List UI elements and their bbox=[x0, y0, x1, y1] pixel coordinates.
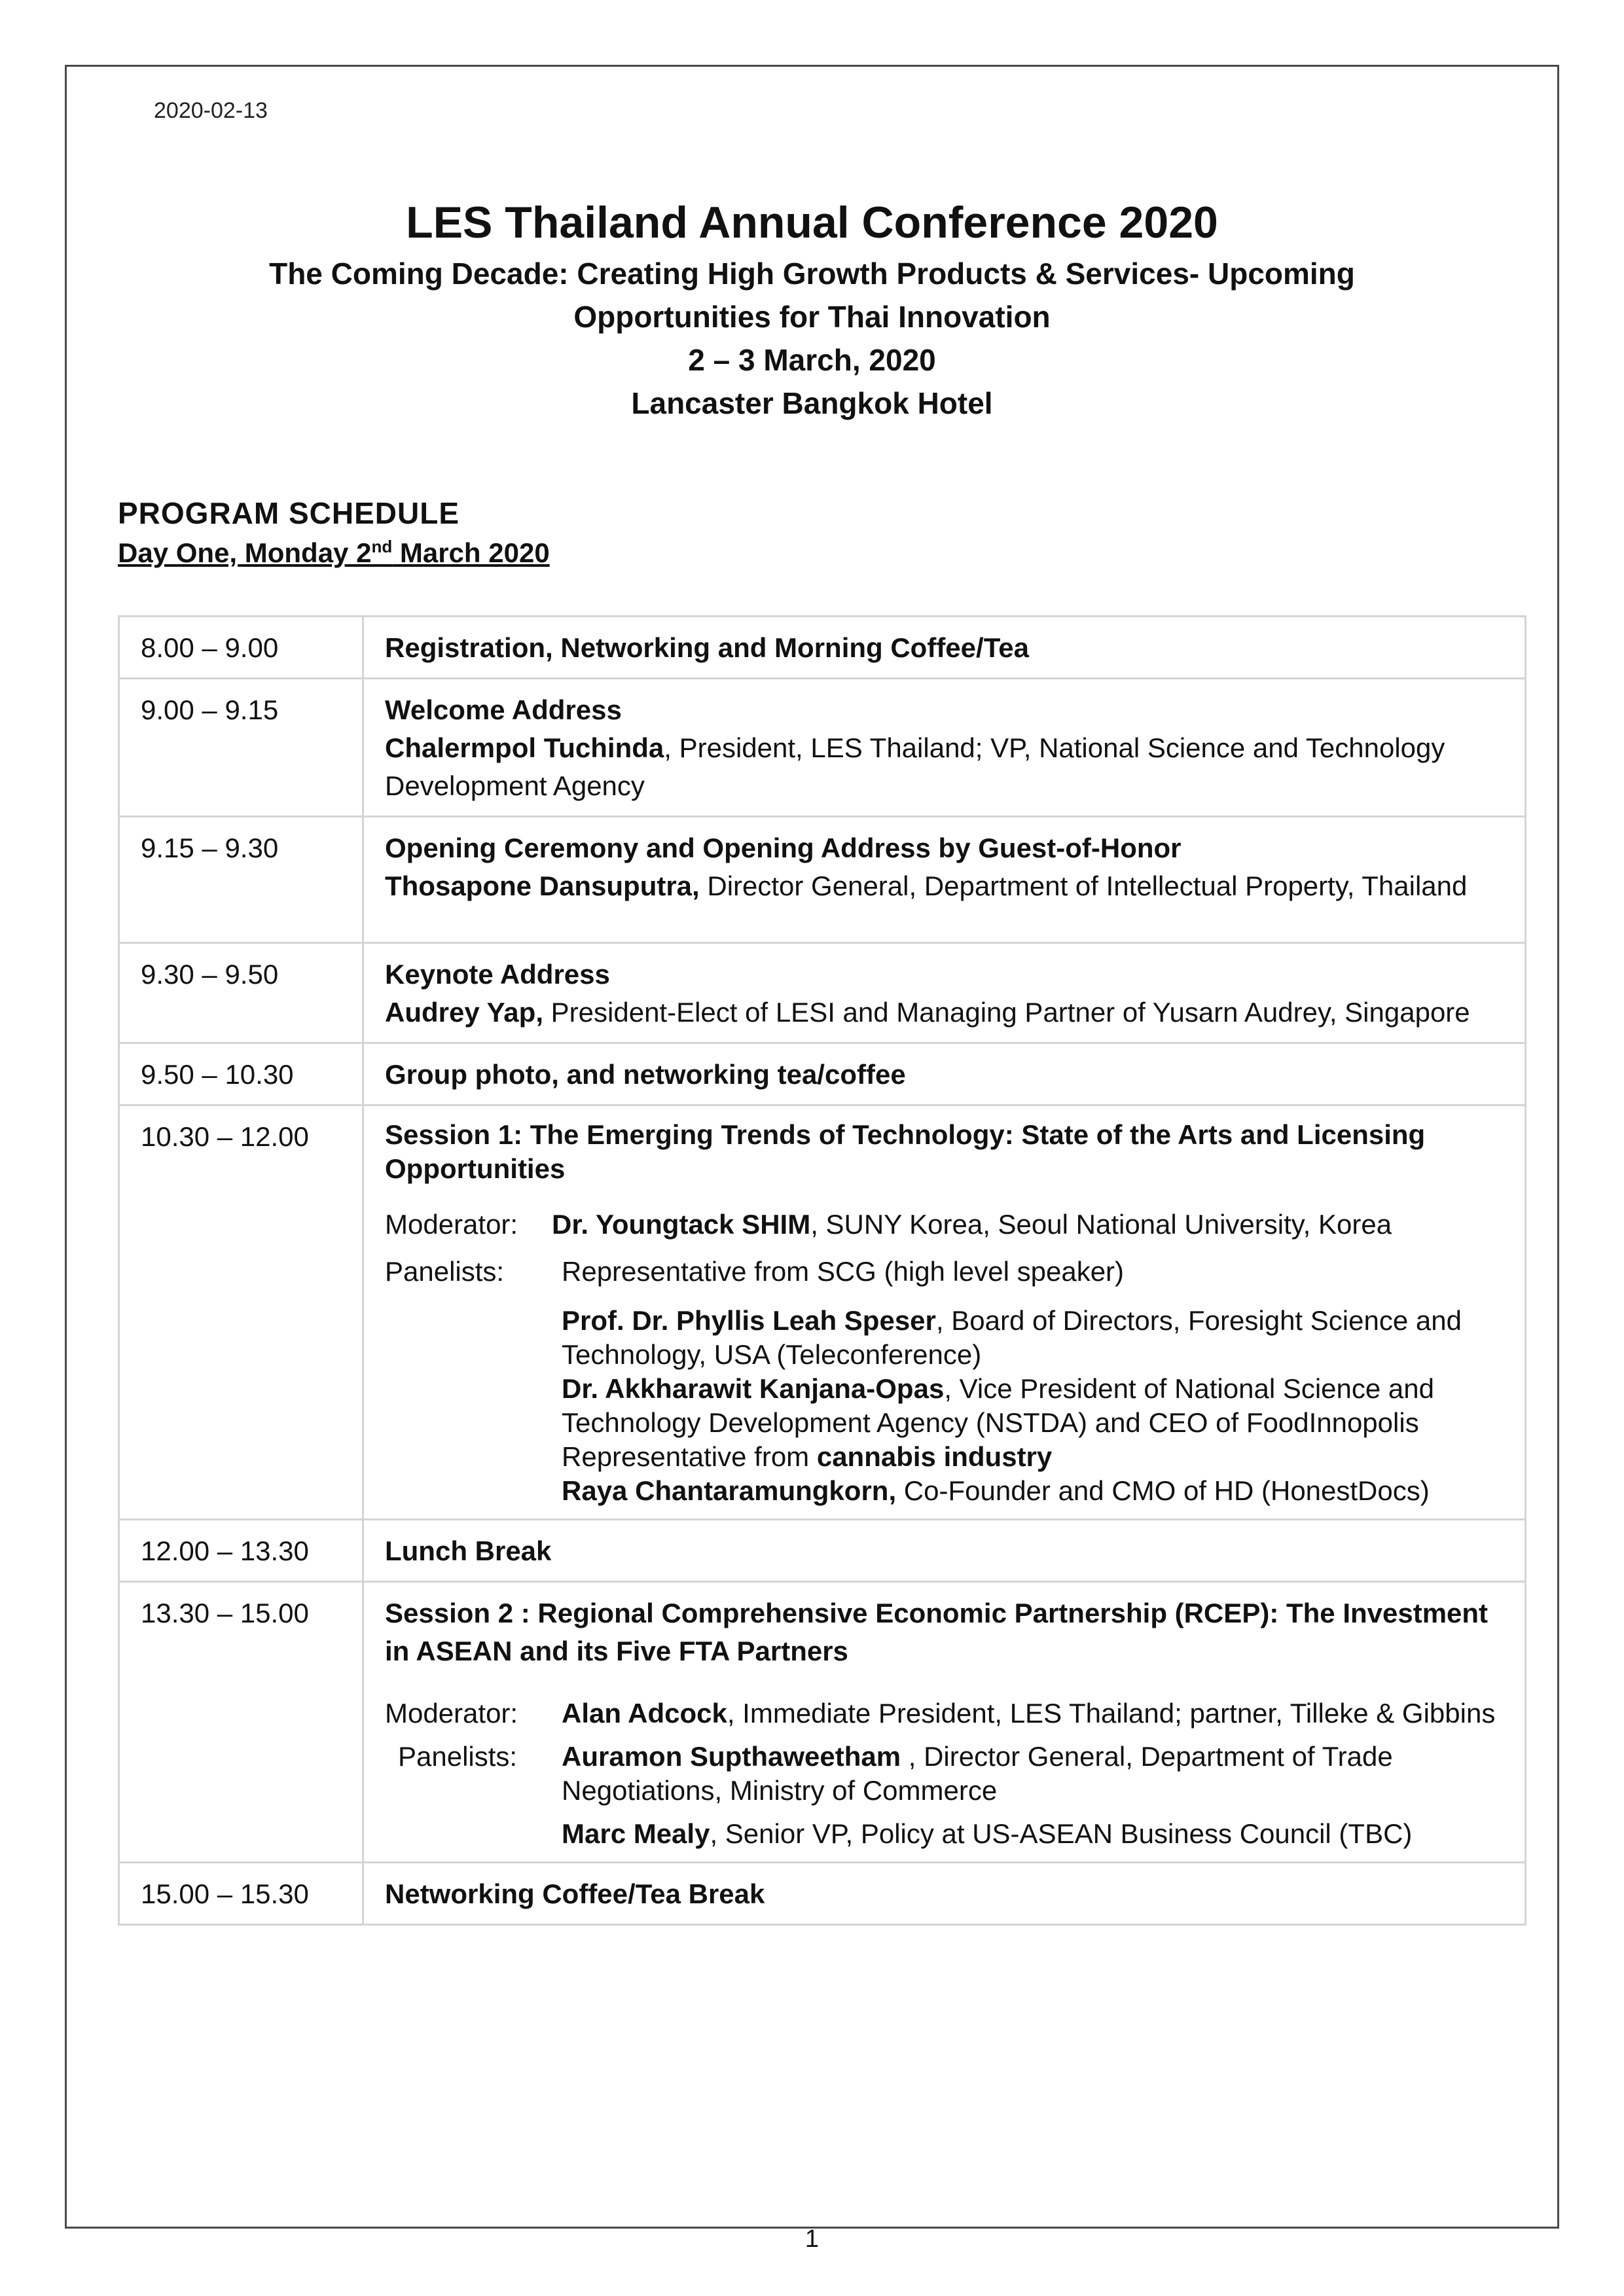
schedule-row bbox=[119, 617, 1526, 679]
schedule-row bbox=[119, 1043, 1526, 1105]
time-slot: 9.15 – 9.30 bbox=[119, 817, 363, 943]
time-slot: 12.00 – 13.30 bbox=[119, 1520, 363, 1582]
panelist-detail: , Vice President of National Science and Technology Development Agency (NSTDA) and CEO of FoodInnopolis bbox=[562, 1373, 1434, 1438]
panelists-label: Panelists: bbox=[398, 1741, 518, 1772]
schedule-row bbox=[119, 679, 1526, 817]
panelist-name: Raya Chantaramungkorn, bbox=[562, 1475, 897, 1506]
agenda-item bbox=[363, 1520, 1526, 1582]
moderator-label: Moderator: bbox=[385, 1209, 518, 1240]
moderator-detail: , SUNY Korea, Seoul National University, Korea bbox=[810, 1209, 1392, 1240]
panelist-detail: , Director General, Department of Trade Negotiations, Ministry of Commerce bbox=[562, 1741, 1393, 1806]
agenda-title: Keynote Address bbox=[385, 959, 610, 990]
moderator-label: Moderator: bbox=[385, 1698, 518, 1729]
agenda-item bbox=[363, 817, 1526, 943]
speaker-name: Thosapone Dansuputra, bbox=[385, 870, 700, 901]
agenda-item bbox=[363, 1105, 1526, 1520]
agenda-title: Networking Coffee/Tea Break bbox=[385, 1878, 765, 1909]
time-slot: 9.50 – 10.30 bbox=[119, 1043, 363, 1105]
moderator-info bbox=[562, 1696, 1506, 1731]
day-heading-month: March 2020 bbox=[392, 537, 550, 568]
panelist-entry bbox=[562, 1304, 1506, 1372]
day-heading bbox=[118, 537, 550, 569]
agenda-title: Lunch Break bbox=[385, 1535, 552, 1566]
panelist-list bbox=[562, 1817, 1506, 1851]
panelist-entry bbox=[562, 1740, 1506, 1808]
conference-dates: 2 – 3 March, 2020 bbox=[688, 343, 936, 377]
speaker-line bbox=[385, 867, 1506, 905]
panelists-label: Panelists: bbox=[385, 1256, 505, 1287]
speaker-name: Audrey Yap, bbox=[385, 997, 543, 1028]
speaker-line bbox=[385, 729, 1506, 805]
panelists-line bbox=[385, 1253, 1506, 1291]
conference-venue: Lancaster Bangkok Hotel bbox=[631, 386, 993, 420]
panelist-entry bbox=[562, 1474, 1506, 1508]
schedule-row bbox=[119, 1520, 1526, 1582]
agenda-item bbox=[363, 617, 1526, 679]
agenda-item bbox=[363, 1863, 1526, 1925]
panelist-prefix: Representative from bbox=[562, 1441, 817, 1472]
conference-subtitle-line: The Coming Decade: Creating High Growth Products & Services- Upcoming bbox=[269, 257, 1355, 291]
agenda-item bbox=[363, 679, 1526, 817]
schedule-row bbox=[119, 1863, 1526, 1925]
agenda-item bbox=[363, 1043, 1526, 1105]
panelist-entry: Representative from SCG (high level speaker) bbox=[562, 1256, 1125, 1287]
session-title: Session 2 : Regional Comprehensive Economic Partnership (RCEP): The Investment in ASEAN and its Five FTA Partners bbox=[385, 1598, 1489, 1666]
panelist-name: Dr. Akkharawit Kanjana-Opas bbox=[562, 1373, 945, 1404]
time-slot: 9.00 – 9.15 bbox=[119, 679, 363, 817]
panelist-entry bbox=[562, 1372, 1506, 1440]
panelist-name: Marc Mealy bbox=[562, 1818, 710, 1849]
conference-header bbox=[65, 193, 1559, 425]
moderator-detail: , Immediate President, LES Thailand; partner, Tilleke & Gibbins bbox=[727, 1698, 1496, 1729]
agenda-item bbox=[363, 943, 1526, 1043]
day-heading-ordinal: nd bbox=[371, 537, 393, 556]
agenda-item bbox=[363, 1582, 1526, 1863]
schedule-row bbox=[119, 1105, 1526, 1520]
time-slot: 9.30 – 9.50 bbox=[119, 943, 363, 1043]
panelists-line bbox=[385, 1740, 1506, 1808]
speaker-name: Chalermpol Tuchinda bbox=[385, 732, 664, 763]
conference-subtitle-line: Opportunities for Thai Innovation bbox=[573, 300, 1051, 334]
panelist-name: Prof. Dr. Phyllis Leah Speser bbox=[562, 1305, 936, 1336]
moderator-line bbox=[385, 1696, 1506, 1731]
schedule-row bbox=[119, 943, 1526, 1043]
schedule-row bbox=[119, 817, 1526, 943]
moderator-name: Dr. Youngtack SHIM bbox=[552, 1209, 811, 1240]
time-slot: 8.00 – 9.00 bbox=[119, 617, 363, 679]
panelist-list bbox=[562, 1304, 1506, 1508]
panelist-name: cannabis industry bbox=[816, 1441, 1053, 1472]
speaker-line bbox=[385, 994, 1506, 1031]
panelist-entry bbox=[562, 1817, 1506, 1851]
speaker-detail: , President, LES Thailand; VP, National Science and Technology Development Agency bbox=[385, 732, 1445, 801]
program-schedule-heading: PROGRAM SCHEDULE bbox=[118, 496, 460, 530]
agenda-title: Registration, Networking and Morning Coffee/Tea bbox=[385, 632, 1029, 663]
panelist-detail: Co-Founder and CMO of HD (HonestDocs) bbox=[896, 1475, 1430, 1506]
schedule-row bbox=[119, 1582, 1526, 1863]
panelist-detail: , Senior VP, Policy at US-ASEAN Business Council (TBC) bbox=[710, 1818, 1413, 1849]
panelist-entry bbox=[562, 1440, 1506, 1474]
time-slot: 15.00 – 15.30 bbox=[119, 1863, 363, 1925]
page-number: 1 bbox=[804, 2225, 820, 2253]
conference-title: LES Thailand Annual Conference 2020 bbox=[406, 198, 1218, 247]
schedule-table bbox=[118, 615, 1526, 1926]
speaker-detail: Director General, Department of Intellectual Property, Thailand bbox=[699, 870, 1468, 901]
time-slot: 13.30 – 15.00 bbox=[119, 1582, 363, 1863]
agenda-title: Opening Ceremony and Opening Address by Guest-of-Honor bbox=[385, 833, 1182, 863]
speaker-detail: President-Elect of LESI and Managing Partner of Yusarn Audrey, Singapore bbox=[543, 997, 1470, 1028]
moderator-name: Alan Adcock bbox=[562, 1698, 727, 1729]
moderator-info bbox=[552, 1206, 1506, 1244]
document-date: 2020-02-13 bbox=[154, 98, 268, 123]
session-title: Session 1: The Emerging Trends of Technology: State of the Arts and Licensing Opportunities bbox=[385, 1119, 1426, 1184]
day-heading-text: Day One, Monday 2 bbox=[118, 537, 372, 568]
agenda-title: Group photo, and networking tea/coffee bbox=[385, 1059, 906, 1090]
panelist-detail: , Board of Directors, Foresight Science and Technology, USA (Teleconference) bbox=[562, 1305, 1462, 1370]
moderator-line bbox=[385, 1206, 1506, 1244]
agenda-title: Welcome Address bbox=[385, 694, 622, 725]
time-slot: 10.30 – 12.00 bbox=[119, 1105, 363, 1520]
panelist-name: Auramon Supthaweetham bbox=[562, 1741, 901, 1772]
